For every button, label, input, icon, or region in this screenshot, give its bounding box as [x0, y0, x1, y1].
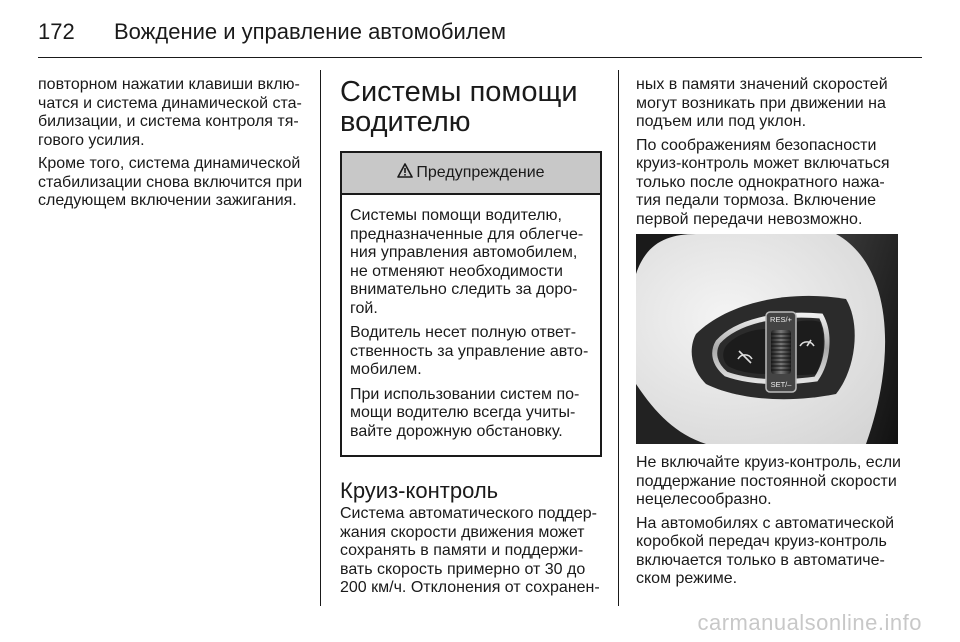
header-rule — [38, 57, 922, 58]
warning-box — [340, 151, 602, 457]
page-number: 172 — [38, 19, 75, 44]
warning-body — [342, 195, 600, 455]
paragraph: Кроме того, система динамической стабилизации снова включится при следующем включении зажигания. — [38, 155, 303, 209]
subsection-title: Круиз-контроль — [340, 478, 499, 503]
column-left — [38, 76, 306, 216]
paragraph: повторном нажатии клавиши вклю-чатся и система динамической ста-билизации, и система контроля тя-гового усилия. — [38, 76, 302, 149]
section-title: Системы помощи водителю — [340, 76, 578, 138]
paragraph: При использовании систем по-мощи водителю всегда учиты-вайте дорожную обстановку. — [350, 385, 580, 440]
chapter-title: Вождение и управление автомобилем — [114, 19, 507, 44]
res-label: RES/+ — [770, 315, 792, 324]
warning-heading — [342, 153, 600, 195]
paragraph: Системы помощи водителю, предназначенные для облегче-ния управления автомобилем, не отменяют необходимости внимательно следить за доро-гой. — [350, 207, 584, 317]
paragraph: Водитель несет полную ответ-ственность за управление авто-мобилем. — [350, 324, 589, 378]
watermark: carmanualsonline.info — [697, 610, 922, 635]
page-header — [38, 14, 922, 50]
column-right — [636, 76, 902, 594]
paragraph: На автомобилях с автоматической коробкой передач круиз-контроль включается только в автоматиче-ском режиме. — [636, 514, 895, 587]
column-divider — [320, 70, 321, 606]
column-middle — [340, 77, 602, 598]
warning-triangle-icon — [397, 163, 413, 184]
column-divider — [618, 70, 619, 606]
paragraph: По соображениям безопасности круиз-контроль может включаться только после однократного нажа-тия педали тормоза. Включение первой передачи невозможно. — [636, 136, 890, 228]
warning-heading-text: Предупреждение — [416, 163, 545, 181]
cruise-control-photo — [636, 234, 898, 444]
set-label: SET/– — [770, 380, 792, 389]
paragraph: Система автоматического поддер-жания скорости движения может сохранять в памяти и поддержи-вать скорость примерно от 30 до 200 км/ч. Отклонения от сохранен- — [340, 505, 600, 596]
paragraph: ных в памяти значений скоростей могут возникать при движении на подъем или под уклон. — [636, 76, 888, 130]
paragraph: Не включайте круиз-контроль, если поддержание постоянной скорости нецелесообразно. — [636, 454, 901, 508]
